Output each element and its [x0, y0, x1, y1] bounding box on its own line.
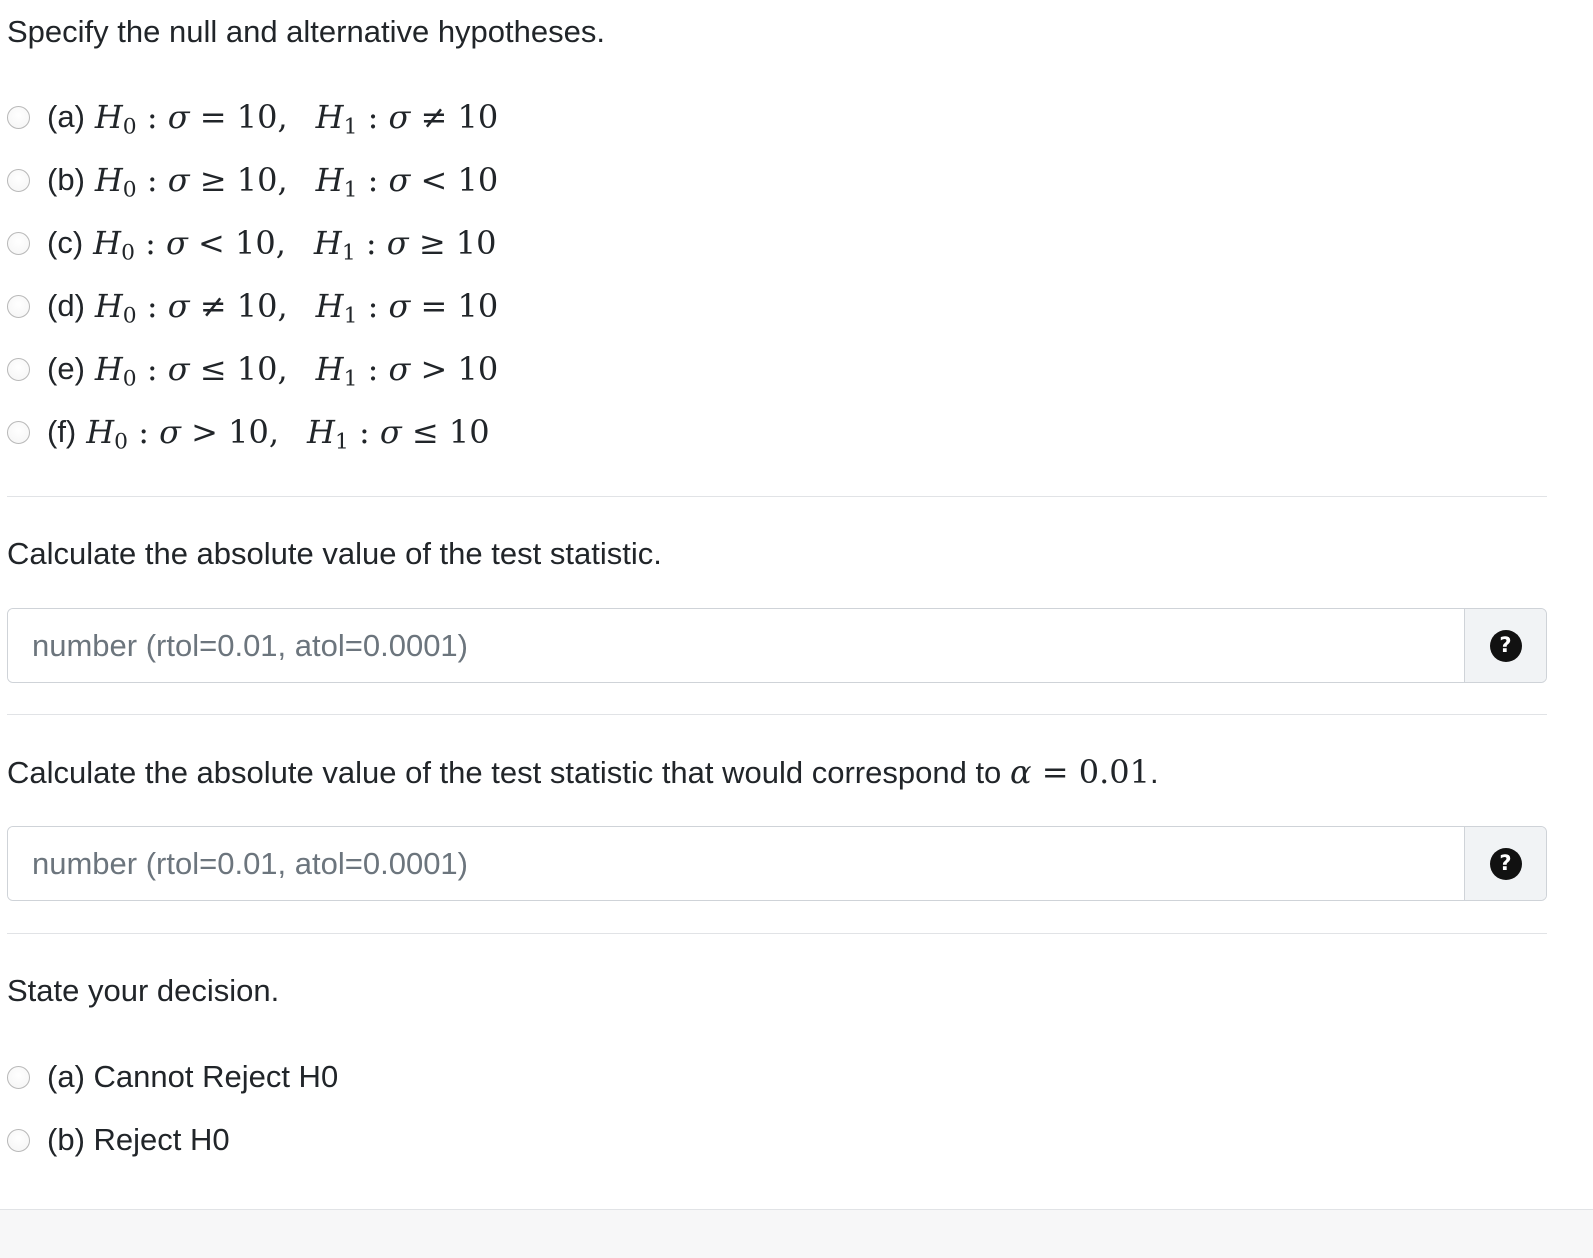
hypothesis-expression: $H_0$ : σ ≥ 10, $H_1$ : σ < 10: [94, 161, 499, 203]
h0-value: 10: [236, 350, 278, 388]
sigma-symbol: σ: [167, 161, 190, 199]
hypothesis-expression: $H_0$ : σ = 10, $H_1$ : σ ≠ 10: [94, 98, 499, 140]
hypothesis-expression: $H_0$ : σ > 10, $H_1$ : σ ≤ 10: [86, 413, 490, 455]
h1-relation: <: [420, 161, 448, 199]
colon: :: [145, 224, 156, 262]
h1-relation: ≤: [411, 413, 439, 451]
decision-option-reject[interactable]: [7, 1120, 230, 1160]
test-statistic-input[interactable]: [8, 609, 1464, 682]
colon: :: [367, 287, 379, 325]
subscript-1: 1: [343, 303, 358, 329]
question-mark-icon: ?: [1490, 848, 1522, 880]
h-symbol: H: [94, 350, 123, 388]
subscript-0: 0: [122, 303, 137, 329]
sigma-symbol: σ: [167, 350, 190, 388]
subscript-1: 1: [343, 177, 358, 203]
h-symbol: H: [315, 98, 344, 136]
h0-relation: ≠: [199, 287, 227, 325]
colon: :: [367, 161, 379, 199]
h1-value: 10: [457, 161, 499, 199]
radio-button[interactable]: [7, 1066, 30, 1089]
subscript-0: 0: [122, 114, 137, 140]
h-symbol: H: [307, 413, 335, 451]
h-symbol: H: [94, 287, 123, 325]
test-statistic-prompt: Calculate the absolute value of the test statistic.: [7, 536, 662, 571]
h1-value: 10: [457, 98, 499, 136]
hypothesis-expression: $H_0$ : σ ≤ 10, $H_1$ : σ > 10: [94, 350, 499, 392]
question-mark-icon: ?: [1490, 630, 1522, 662]
subscript-1: 1: [341, 240, 356, 266]
h0-relation: ≥: [199, 161, 227, 199]
h0-relation: ≤: [199, 350, 227, 388]
h0-relation: >: [191, 413, 218, 451]
subscript-0: 0: [114, 429, 129, 455]
h1-value: 10: [457, 287, 499, 325]
critical-value-help-button[interactable]: [1464, 827, 1546, 900]
sigma-symbol: σ: [388, 161, 411, 199]
test-statistic-help-button[interactable]: [1464, 609, 1546, 682]
subscript-0: 0: [122, 366, 137, 392]
radio-button[interactable]: [7, 421, 30, 444]
radio-button[interactable]: [7, 106, 30, 129]
hypothesis-expression: $H_0$ : σ ≠ 10, $H_1$ : σ = 10: [94, 287, 499, 329]
alpha-symbol: α: [1009, 753, 1032, 791]
sigma-symbol: σ: [379, 413, 402, 451]
colon: :: [358, 413, 370, 451]
option-letter: (c): [47, 225, 84, 260]
h0-value: 10: [236, 287, 278, 325]
hypothesis-option-f[interactable]: [7, 412, 490, 455]
h0-value: 10: [235, 224, 276, 262]
subscript-0: 0: [121, 240, 135, 266]
critical-value-input-group: [7, 826, 1547, 901]
h-symbol: H: [94, 98, 123, 136]
alpha-value: 0.01: [1078, 753, 1150, 791]
radio-button[interactable]: [7, 358, 30, 381]
hypothesis-expression: $H_0$ : σ < 10, $H_1$ : σ ≥ 10: [93, 224, 497, 266]
h0-value: 10: [236, 98, 278, 136]
colon: :: [367, 98, 379, 136]
section-divider: [7, 933, 1547, 934]
sigma-symbol: σ: [388, 287, 411, 325]
h0-value: 10: [236, 161, 278, 199]
subscript-1: 1: [343, 366, 358, 392]
hypothesis-option-a[interactable]: [7, 97, 499, 140]
sigma-symbol: σ: [388, 98, 411, 136]
h1-value: 10: [455, 224, 497, 262]
subscript-0: 0: [122, 177, 137, 203]
sigma-symbol: σ: [388, 350, 411, 388]
colon: :: [146, 287, 158, 325]
colon: :: [367, 350, 379, 388]
section-divider: [7, 496, 1547, 497]
hypotheses-prompt: Specify the null and alternative hypotheses.: [7, 14, 605, 49]
sigma-symbol: σ: [166, 224, 188, 262]
h1-relation: ≠: [420, 98, 448, 136]
radio-button[interactable]: [7, 1129, 30, 1152]
h1-relation: =: [420, 287, 448, 325]
h-symbol: H: [315, 350, 344, 388]
h1-value: 10: [457, 350, 499, 388]
decision-option-cannot-reject[interactable]: [7, 1057, 338, 1097]
option-letter: (a): [47, 99, 85, 134]
h1-relation: ≥: [418, 224, 446, 262]
hypothesis-option-e[interactable]: [7, 349, 499, 392]
footer-bar: [0, 1209, 1593, 1258]
h1-relation: >: [420, 350, 448, 388]
h-symbol: H: [94, 161, 123, 199]
critical-value-input[interactable]: [8, 827, 1464, 900]
radio-button[interactable]: [7, 232, 30, 255]
colon: :: [138, 413, 149, 451]
h-symbol: H: [315, 161, 344, 199]
colon: :: [146, 98, 158, 136]
option-letter: (b): [47, 162, 85, 197]
decision-prompt: State your decision.: [7, 973, 280, 1008]
hypothesis-option-b[interactable]: [7, 160, 499, 203]
subscript-1: 1: [334, 429, 349, 455]
test-statistic-input-group: [7, 608, 1547, 683]
subscript-1: 1: [343, 114, 358, 140]
critical-value-prompt: Calculate the absolute value of the test statistic that would correspond to α = 0.01.: [7, 753, 1159, 791]
sigma-symbol: σ: [167, 287, 190, 325]
h-symbol: H: [93, 224, 122, 262]
hypothesis-option-c[interactable]: [7, 223, 497, 266]
radio-button[interactable]: [7, 169, 30, 192]
sigma-symbol: σ: [167, 98, 190, 136]
decision-option-label: (a) Cannot Reject H0: [47, 1059, 339, 1094]
h-symbol: H: [86, 413, 115, 451]
h-symbol: H: [313, 224, 342, 262]
h0-value: 10: [228, 413, 269, 451]
h0-relation: =: [199, 98, 227, 136]
colon: :: [365, 224, 377, 262]
colon: :: [146, 161, 158, 199]
h0-relation: <: [198, 224, 225, 262]
alpha-expression: α = 0.01: [1009, 753, 1150, 791]
option-letter: (f): [47, 414, 77, 449]
hypothesis-option-d[interactable]: [7, 286, 499, 329]
colon: :: [146, 350, 158, 388]
sigma-symbol: σ: [386, 224, 409, 262]
sigma-symbol: σ: [159, 413, 181, 451]
section-divider: [7, 714, 1547, 715]
h-symbol: H: [315, 287, 344, 325]
option-letter: (d): [47, 288, 85, 323]
option-letter: (e): [47, 351, 85, 386]
decision-option-label: (b) Reject H0: [47, 1122, 230, 1157]
critical-value-prompt-text: Calculate the absolute value of the test statistic that would correspond to: [7, 755, 1002, 790]
radio-button[interactable]: [7, 295, 30, 318]
h1-value: 10: [448, 413, 490, 451]
